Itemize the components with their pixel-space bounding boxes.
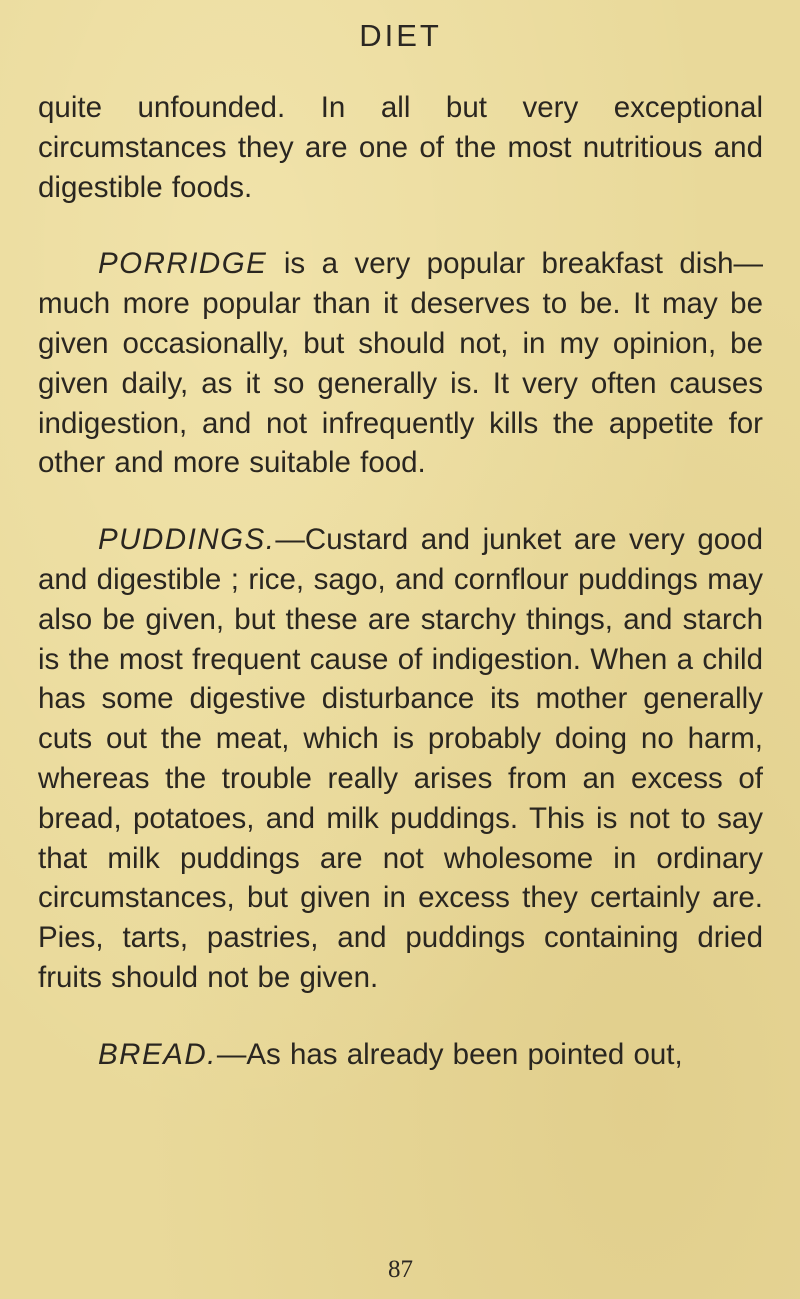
paragraph-bread (38, 1035, 763, 1075)
section-heading-bread: BREAD. (98, 1037, 217, 1071)
paragraph-text: —Custard and junket are very good and digestible ; rice, sago, and cornflour puddings may also be given, but these are starchy things, and starch is the most frequent cause of indigestion. When a child has some digestive disturbance its mother generally cuts out the meat, which is probably doing no harm, whereas the trouble really arises from an excess of bread, potatoes, and milk puddings. This is not to say that milk puddings are not wholesome in ordinary circumstances, but given in excess they certainly are. Pies, tarts, pastries, and puddings containing dried fruits should not be given. (38, 523, 763, 994)
paragraph-text: quite unfounded. In all but very exceptional circumstances they are one of the most nutritious and digestible foods. (38, 91, 763, 204)
paragraph-porridge (38, 244, 763, 483)
paragraph-continuation (38, 88, 763, 207)
section-heading-porridge: PORRIDGE (98, 247, 268, 281)
paragraph-text: is a very popular breakfast dish—much more popular than it deserves to be. It may be given occasionally, but should not, in my opinion, be given daily, as it so generally is. It very often causes indigestion, and not infrequently kills the appetite for other and more suitable food. (38, 247, 763, 480)
paragraph-text: —As has already been pointed out, (216, 1037, 683, 1071)
paragraph-puddings (38, 520, 763, 998)
running-head: DIET (359, 18, 442, 53)
page-number: 87 (388, 1256, 413, 1283)
body-text (38, 88, 763, 1075)
section-heading-puddings: PUDDINGS. (98, 523, 276, 557)
book-page (38, 0, 763, 1299)
